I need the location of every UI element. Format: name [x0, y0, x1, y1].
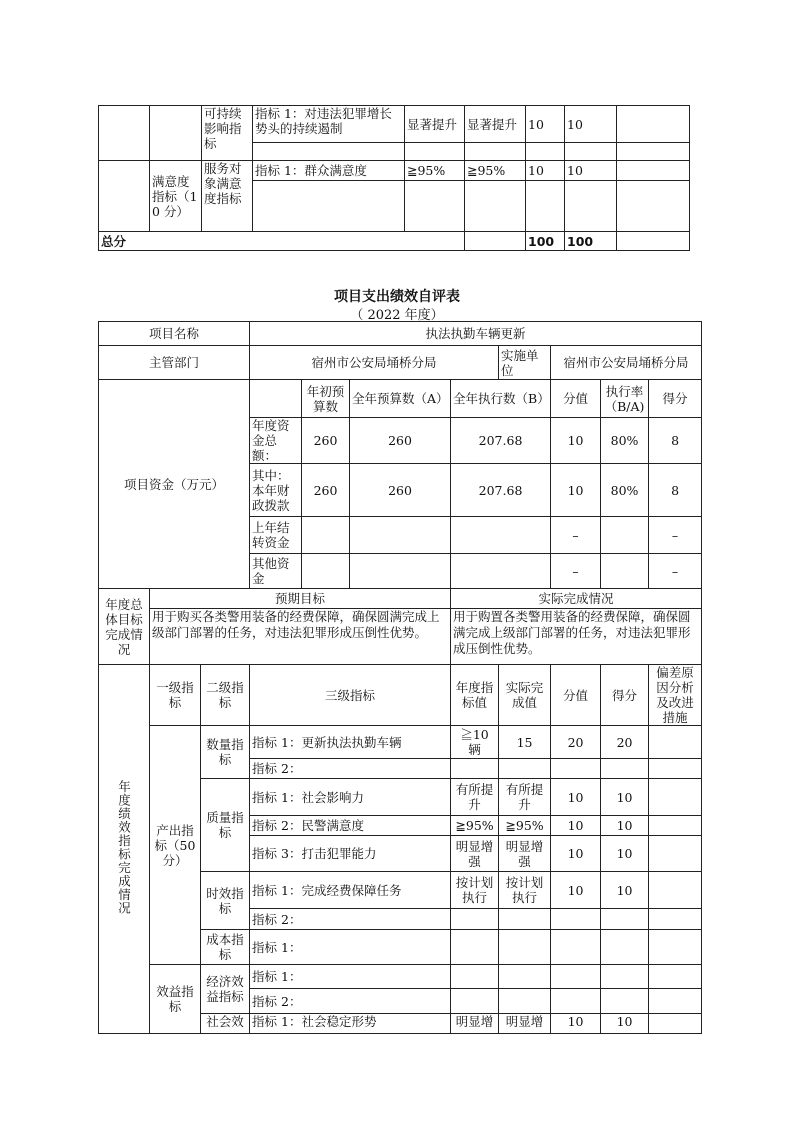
qty-score-value: 20	[551, 726, 601, 759]
time-indicator-2: 指标 2：	[250, 909, 451, 930]
econ-label: 经济效益指标	[201, 965, 250, 1014]
quality1-actual: 有所提升	[499, 779, 551, 816]
form-year: （ 2022 年度）	[350, 308, 444, 323]
actual-text: 用于购置各类警用装备的经费保障，确保圆满完成上级部门部署的任务，对违法犯罪形成压倒性优势。	[451, 609, 702, 665]
funds-header-score-value: 分值	[551, 380, 601, 418]
time1-score: 10	[601, 872, 649, 909]
funds-row-initial: 260	[302, 418, 350, 464]
sustain-actual: 显著提升	[465, 106, 526, 143]
sustain-score: 10	[565, 106, 617, 143]
funds-header-initial: 年初预算数	[302, 380, 350, 418]
perf-header-score: 得分	[601, 665, 649, 726]
quality2-actual: ≧95%	[499, 816, 551, 836]
perf-header-level2: 二级指标	[201, 665, 250, 726]
funds-row-score: –	[649, 517, 702, 554]
quality-indicator-3: 指标 3：打击犯罪能力	[250, 836, 451, 872]
expected-text: 用于购买各类警用装备的经费保障，确保圆满完成上级部门部署的任务，对违法犯罪形成压倒性优势。	[150, 609, 451, 665]
quality-indicator-1: 指标 1：社会影响力	[250, 779, 451, 816]
quality1-score: 10	[601, 779, 649, 816]
econ-indicator-2: 指标 2：	[250, 989, 451, 1014]
funds-row-score: 8	[649, 464, 702, 517]
quality1-target: 有所提升	[451, 779, 499, 816]
sustain-target: 显著提升	[405, 106, 465, 143]
benefit-label: 效益指标	[150, 965, 201, 1034]
sustain-indicator-1: 指标 1：对违法犯罪增长势头的持续遏制	[253, 106, 405, 143]
blank-cell	[617, 161, 690, 181]
qty-label: 数量指标	[201, 726, 250, 779]
qty-target: ≧10 辆	[451, 726, 499, 759]
quality3-actual: 明显增强	[499, 836, 551, 872]
perf-header-target: 年度指标值	[451, 665, 499, 726]
funds-header-rate: 执行率（B/A)	[601, 380, 649, 418]
social1-score: 10	[601, 1014, 649, 1034]
quality2-score: 10	[601, 816, 649, 836]
social-label: 社会效	[201, 1014, 250, 1034]
perf-label-text: 年度绩效指标完成情况	[116, 780, 132, 915]
qty-actual: 15	[499, 726, 551, 759]
dept-value: 宿州市公安局埇桥分局	[250, 346, 499, 380]
time1-score-value: 10	[551, 872, 601, 909]
project-name-label: 项目名称	[99, 322, 250, 346]
satisfaction-target: ≧95%	[405, 161, 465, 181]
time-indicator-1: 指标 1：完成经费保障任务	[250, 872, 451, 909]
cost-label: 成本指标	[201, 930, 250, 965]
quality2-target: ≧95%	[451, 816, 499, 836]
funds-row-name: 其中：本年财政拨款	[250, 464, 302, 517]
quality-label: 质量指标	[201, 779, 250, 872]
time1-actual: 按计划执行	[499, 872, 551, 909]
blank-cell	[99, 106, 150, 161]
perf-label	[99, 665, 150, 1034]
dept-label: 主管部门	[99, 346, 250, 380]
quality1-score-value: 10	[551, 779, 601, 816]
funds-row-score-value: 10	[551, 464, 601, 517]
funds-header-score: 得分	[649, 380, 702, 418]
social1-score-value: 10	[551, 1014, 601, 1034]
quality-indicator-2: 指标 2：民警满意度	[250, 816, 451, 836]
blank-cell	[99, 161, 150, 232]
social1-target: 明显增	[451, 1014, 499, 1034]
funds-row-rate: 80%	[601, 418, 649, 464]
perf-header-actual: 实际完成值	[499, 665, 551, 726]
funds-row-name: 年度资金总额：	[250, 418, 302, 464]
perf-header-score-value: 分值	[551, 665, 601, 726]
sustain-score-value: 10	[526, 106, 565, 143]
quality3-target: 明显增强	[451, 836, 499, 872]
satisfaction-indicator-1: 指标 1：群众满意度	[253, 161, 405, 181]
funds-row-score: 8	[649, 418, 702, 464]
funds-row-budget: 260	[350, 464, 451, 517]
funds-row-rate: 80%	[601, 464, 649, 517]
quality3-score-value: 10	[551, 836, 601, 872]
time1-target: 按计划执行	[451, 872, 499, 909]
satisfaction-score-value: 10	[526, 161, 565, 181]
impl-label: 实施单位	[499, 346, 551, 380]
funds-header-executed: 全年执行数（B）	[451, 380, 551, 418]
funds-row-score-value: –	[551, 554, 601, 589]
output-label: 产出指标（50 分）	[150, 726, 201, 965]
funds-row-initial: 260	[302, 464, 350, 517]
blank-cell	[465, 232, 526, 251]
total-value: 100	[526, 232, 565, 251]
project-name: 执法执勤车辆更新	[250, 322, 702, 346]
top-score-table	[98, 105, 690, 251]
blank-cell	[617, 106, 690, 143]
qty-indicator-2: 指标 2：	[250, 759, 451, 779]
cost-indicator-1: 指标 1：	[250, 930, 451, 965]
impl-value: 宿州市公安局埇桥分局	[551, 346, 702, 380]
funds-row-budget: 260	[350, 418, 451, 464]
blank-cell	[617, 232, 690, 251]
expected-header: 预期目标	[150, 589, 451, 609]
qty-score: 20	[601, 726, 649, 759]
total-label: 总分	[99, 232, 465, 251]
funds-row-score: –	[649, 554, 702, 589]
satisfaction-score: 10	[565, 161, 617, 181]
satisfaction-actual: ≧95%	[465, 161, 526, 181]
satisfaction-group: 满意度指标（10 分）	[150, 161, 202, 232]
funds-row-name: 其他资金	[250, 554, 302, 589]
time-label: 时效指标	[201, 872, 250, 930]
quality2-score-value: 10	[551, 816, 601, 836]
overall-label: 年度总体目标完成情况	[99, 589, 150, 665]
form-title: 项目支出绩效自评表	[334, 289, 460, 305]
self-evaluation-form	[98, 321, 702, 1034]
funds-row-executed: 207.68	[451, 418, 551, 464]
blank-cell	[250, 380, 302, 418]
blank-cell	[150, 106, 202, 161]
econ-indicator-1: 指标 1：	[250, 965, 451, 989]
perf-header-deviation: 偏差原因分析及改进措施	[649, 665, 702, 726]
perf-header-level1: 一级指标	[150, 665, 201, 726]
satisfaction-category: 服务对象满意度指标	[202, 161, 253, 232]
sustain-category: 可持续影响指标	[202, 106, 253, 161]
funds-row-score-value: 10	[551, 418, 601, 464]
funds-header-budget: 全年预算数（A）	[350, 380, 451, 418]
perf-header-level3: 三级指标	[250, 665, 451, 726]
funds-row-executed: 207.68	[451, 464, 551, 517]
social1-actual: 明显增	[499, 1014, 551, 1034]
funds-row-name: 上年结转资金	[250, 517, 302, 554]
total-score: 100	[565, 232, 617, 251]
actual-header: 实际完成情况	[451, 589, 702, 609]
funds-row-score-value: –	[551, 517, 601, 554]
qty-indicator-1: 指标 1：更新执法执勤车辆	[250, 726, 451, 759]
quality3-score: 10	[601, 836, 649, 872]
funds-label: 项目资金（万元）	[99, 380, 250, 589]
social-indicator-1: 指标 1：社会稳定形势	[250, 1014, 451, 1034]
